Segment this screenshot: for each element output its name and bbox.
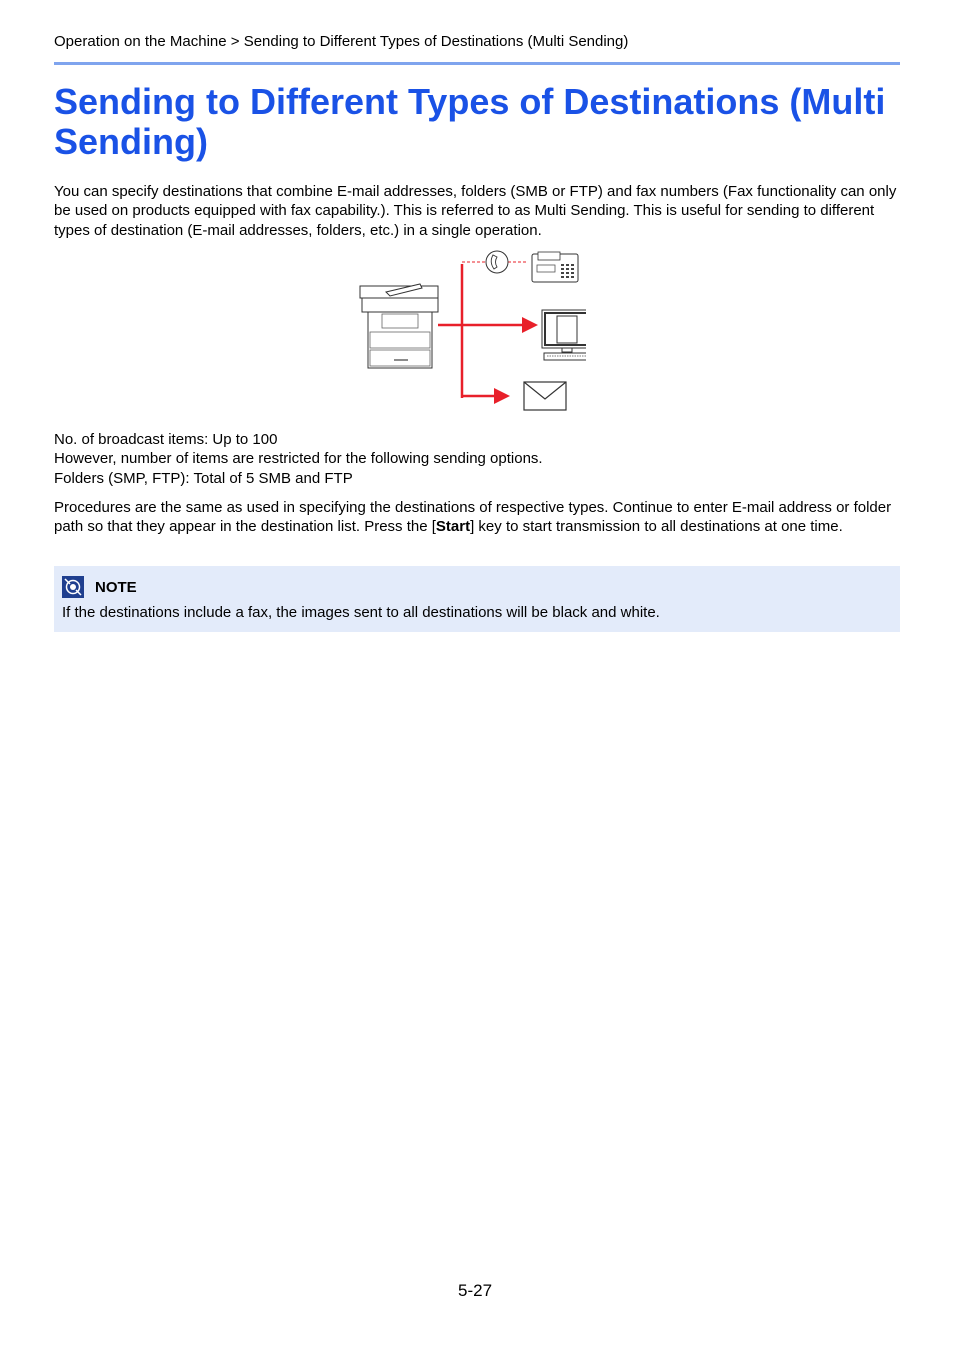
note-heading: NOTE (95, 579, 137, 596)
fax-icon (532, 252, 578, 282)
procedure-text-start: Procedures are the same as used in specifying the destinations of respective types. Continue to enter E-mail address or folder path so that they appear in the destination list. Press the [ (54, 499, 892, 536)
breadcrumb: Operation on the Machine > Sending to Different Types of Destinations (Multi Sending) (54, 33, 629, 50)
note-icon (62, 576, 84, 598)
procedure-text-end: ] key to start transmission to all destinations at one time. (470, 518, 843, 536)
limits-line-2: However, number of items are restricted for the following sending options. (54, 450, 543, 468)
page-number: 5-27 (458, 1281, 493, 1300)
limits-line-3: Folders (SMP, FTP): Total of 5 SMB and FTP (54, 469, 353, 487)
page-title: Sending to Different Types of Destinations (Multi Sending) (54, 81, 886, 162)
computer-icon (542, 310, 586, 360)
procedure-paragraph (54, 498, 902, 537)
envelope-icon (524, 382, 566, 410)
header-divider (54, 62, 900, 65)
note-box (54, 566, 900, 632)
start-key-label: Start (435, 518, 471, 536)
intro-paragraph: You can specify destinations that combine E-mail addresses, folders (SMB or FTP) and fax numbers (Fax functionality can only be used on products equipped with fax capability.). This is referred to as Multi Sending. This is useful for sending to different types of destination (E-mail addresses, folders, etc.) in a single operation. (54, 183, 897, 239)
multi-sending-diagram (356, 248, 586, 416)
printer-icon (360, 284, 438, 368)
limits-line-1: No. of broadcast items: Up to 100 (54, 431, 278, 448)
note-text: If the destinations include a fax, the images sent to all destinations will be black and white. (62, 604, 660, 621)
broadcast-limits (54, 430, 902, 488)
phone-icon (486, 251, 508, 273)
